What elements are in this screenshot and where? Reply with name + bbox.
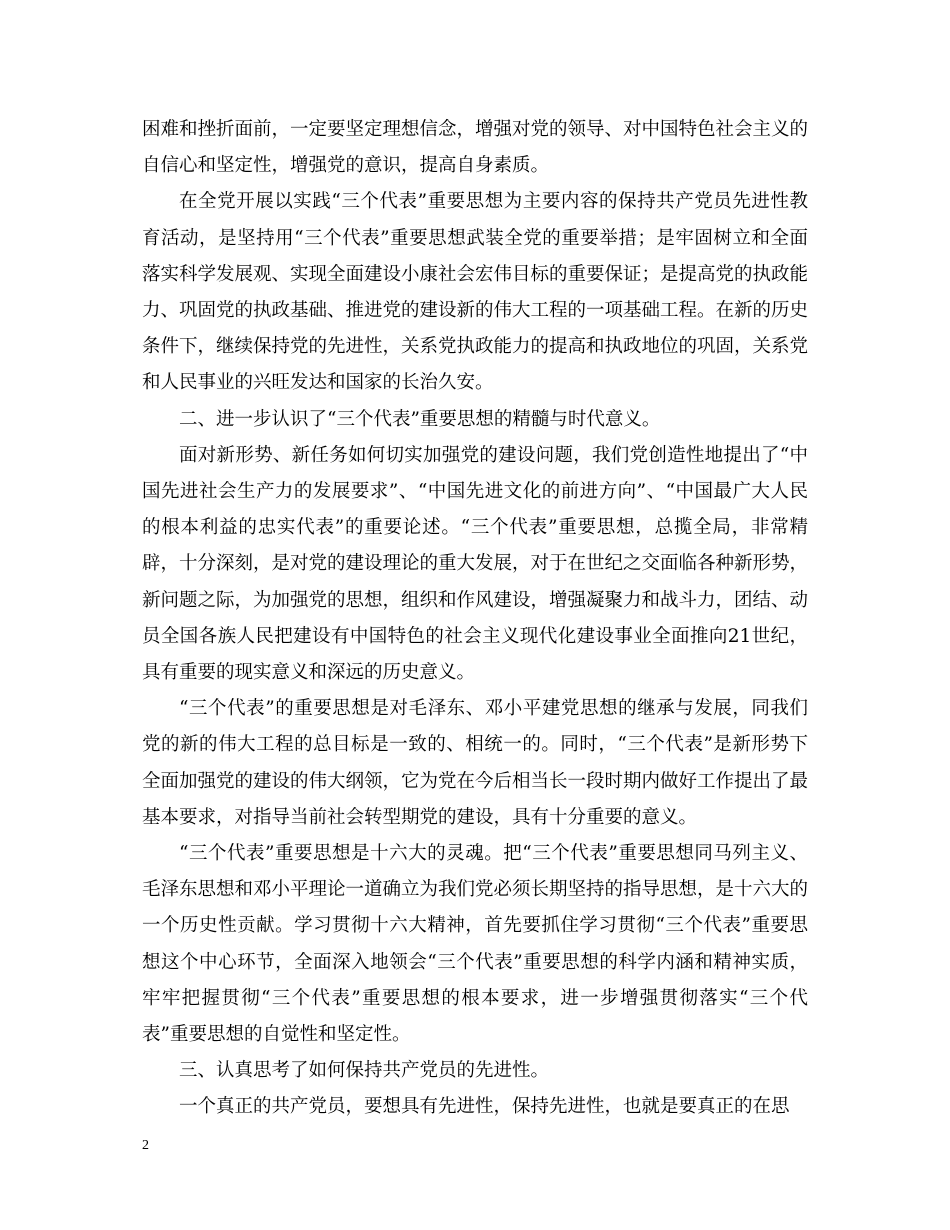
section-heading-two: 二、进一步认识了“三个代表”重要思想的精髓与时代意义。 (179, 408, 661, 430)
paragraph-three-represents-inheritance: “三个代表”的重要思想是对毛泽东、邓小平建党思想的继承与发展，同我们党的新的伟大工程的总目标是一致的、相统一的。同时，“三个代表”是新形势下全面加强党的建设的伟大纲领，它为党在今后相当长一段时期内做好工作提出了最基本要求，对指导当前社会转型期党的建设，具有十分重要的意义。 (142, 698, 809, 828)
paragraph-continuation: 困难和挫折面前，一定要坚定理想信念，增强对党的领导、对中国特色社会主义的自信心和坚定性，增强党的意识，提高自身素质。 (142, 119, 809, 177)
paragraph-true-party-member: 一个真正的共产党员，要想具有先进性，保持先进性，也就是要真正的在思 (179, 1096, 790, 1118)
paragraph-sixteenth-congress: “三个代表”重要思想是十六大的灵魂。把“三个代表”重要思想同马列主义、毛泽东思想和邓小平理论一道确立为我们党必须长期坚持的指导思想，是十六大的一个历史性贡献。学习贯彻十六大精神，首先要抓住学习贯彻“三个代表”重要思想这个中心环节，全面深入地领会“三个代表”重要思想的科学内涵和精神实质，牢牢把握贯彻“三个代表”重要思想的根本要求，进一步增强贯彻落实“三个代表”重要思想的自觉性和坚定性。 (142, 843, 809, 1046)
paragraph-party-education: 在全党开展以实践“三个代表”重要思想为主要内容的保持共产党员先进性教育活动，是坚持用“三个代表”重要思想武装全党的重要举措；是牢固树立和全面落实科学发展观、实现全面建设小康社会宏伟目标的重要保证；是提高党的执政能力、巩固党的执政基础、推进党的建设新的伟大工程的一项基础工程。在新的历史条件下，继续保持党的先进性，关系党执政能力的提高和执政地位的巩固，关系党和人民事业的兴旺发达和国家的长治久安。 (142, 191, 809, 394)
document-body (142, 112, 808, 1126)
section-heading-three: 三、认真思考了如何保持共产党员的先进性。 (179, 1060, 550, 1082)
paragraph-three-represents-proposal: 面对新形势、新任务如何切实加强党的建设问题，我们党创造性地提出了“中国先进社会生产力的发展要求”、“中国先进文化的前进方向”、“中国最广大人民的根本利益的忠实代表”的重要论述。“三个代表”重要思想，总揽全局，非常精辟，十分深刻，是对党的建设理论的重大发展，对于在世纪之交面临各种新形势，新问题之际，为加强党的思想，组织和作风建设，增强凝聚力和战斗力，团结、动员全国各族人民把建设有中国特色的社会主义现代化建设事业全面推向21世纪，具有重要的现实意义和深远的历史意义。 (142, 444, 809, 684)
page-number: 2 (142, 1138, 149, 1153)
